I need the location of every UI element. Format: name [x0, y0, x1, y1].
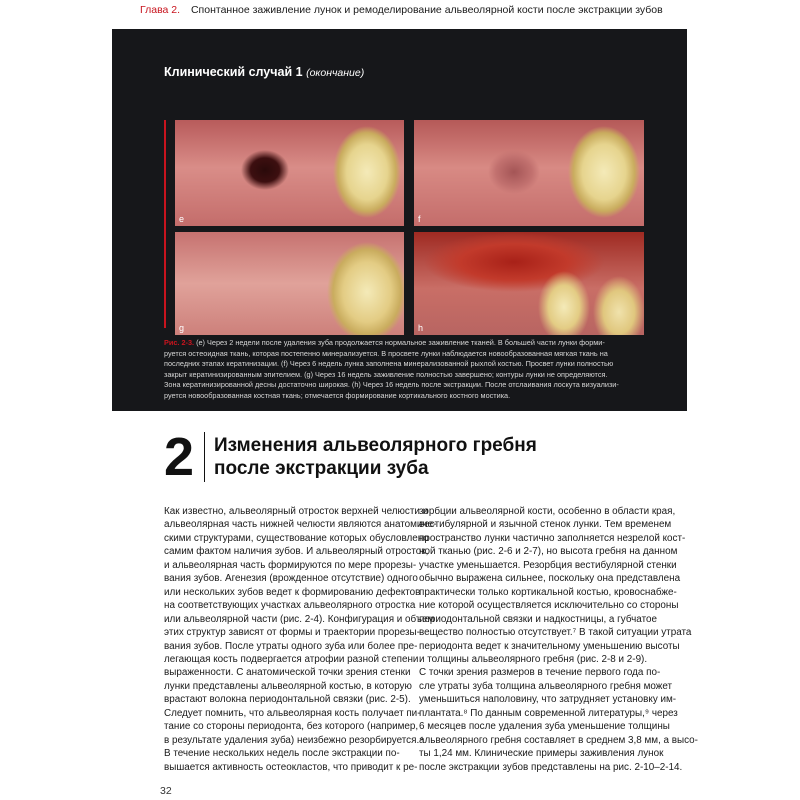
section-title	[214, 434, 537, 480]
clinical-photo-g	[175, 232, 404, 335]
text-line: вестибулярной и язычной стенок лунки. Тем временем	[419, 519, 672, 531]
text-line: или альвеолярной части (рис. 2-4). Конфигурация и объем	[164, 613, 435, 625]
text-line: скими структурами, существование которых обусловлено	[164, 532, 429, 544]
photo-label: g	[179, 323, 185, 333]
text-line: после экстракции зубов представлены на рис. 2-10–2-14.	[419, 761, 683, 773]
clinical-photo-h	[414, 232, 644, 335]
text-line: ты 1,24 мм. Клинические примеры заживления лунок	[419, 748, 664, 760]
text-line: обычно выражена сильнее, поскольку она представлена	[419, 573, 681, 585]
caption-line: закрыт кератинизированным эпителием. (g) Через 16 недель заживление полностью завершено; контуры лунки не определяются.	[164, 369, 608, 379]
text-line: практически только кортикальной костью, кровоснабже-	[419, 586, 677, 598]
text-line: С точки зрения размеров в течение первого года по-	[419, 667, 661, 679]
photo-label: f	[418, 214, 421, 224]
caption-text: (e) Через 2 недели после удаления зуба продолжается нормальное заживление тканей. В большей части лунки форми-	[194, 338, 605, 347]
text-line: периодонта ведет к значительному уменьшению высоты	[419, 640, 680, 652]
text-line: на соответствующих участках альвеолярного отростка	[164, 600, 416, 612]
text-line: вания зубов. После утраты одного зуба или более пре-	[164, 640, 418, 652]
text-line: выраженности. С анатомической точки зрения стенки	[164, 667, 411, 679]
text-line: альвеолярная часть нижней челюсти являются анатомиче-	[164, 519, 437, 531]
section-title-line: после экстракции зуба	[214, 458, 429, 479]
section-title-line: Изменения альвеолярного гребня	[214, 435, 537, 456]
text-line: участке уменьшается. Резорбция вестибулярной стенки	[419, 559, 677, 571]
text-line: периодонтальной связки и надкостницы, а губчатое	[419, 613, 657, 625]
text-line: этих структур зависят от формы и траектории прорезы-	[164, 627, 420, 639]
clinical-photo-e	[175, 120, 404, 226]
text-line: самим фактом наличия зубов. И альвеолярный отросток,	[164, 546, 429, 558]
section-number: 2	[164, 427, 195, 487]
text-line: и альвеолярная часть формируются по мере прорезы-	[164, 559, 417, 571]
caption-line: Зона кератинизированной десны достаточно широкая. (h) Через 16 недель после экстракции. После отслаивания лоскута визуализи-	[164, 380, 619, 390]
section-divider	[204, 432, 205, 482]
caption-line	[164, 338, 664, 349]
text-line: ной тканью (рис. 2-6 и 2-7), но высота гребня на данном	[419, 546, 678, 558]
text-line: ние которой осуществляется исключительно со стороны	[419, 600, 679, 612]
chapter-label: Глава 2.	[140, 4, 181, 16]
photo-label: h	[418, 323, 424, 333]
body-column-right	[419, 505, 698, 774]
text-line: плантата.⁸ По данным современной литературы,⁹ через	[419, 707, 678, 719]
photo-label: e	[179, 214, 185, 224]
text-line: 6 месяцев после удаления зуба уменьшение толщины	[419, 721, 670, 733]
figure-caption	[164, 338, 664, 402]
clinical-photo-f	[414, 120, 644, 226]
accent-rule	[164, 120, 166, 328]
caption-line: последних этапах кератинизации. (f) Через 6 недель лунка заполнена минерализованной рыхлой костью. Просвет лунки полностью	[164, 359, 614, 369]
text-line: Следует помнить, что альвеолярная кость получает пи-	[164, 707, 421, 719]
text-line: вышается активность остеокластов, что приводит к ре-	[164, 761, 418, 773]
text-line: Как известно, альвеолярный отросток верхней челюсти и	[164, 506, 429, 517]
text-line: тание со стороны периодонта, без которого (например,	[164, 721, 419, 733]
text-line: сле утраты зуба толщина альвеолярного гребня может	[419, 680, 673, 692]
text-line: в результате удаления зуба) неизбежно резорбируется.⁴	[164, 734, 424, 746]
text-line: и толщины альвеолярного гребня (рис. 2-8 и 2-9).	[419, 653, 648, 665]
page-number: 32	[160, 785, 172, 797]
text-line: врастают волокна периодонтальной связки (рис. 2-5).	[164, 694, 411, 706]
text-line: легающая кость подвергается атрофии разной степени	[164, 653, 419, 665]
text-line: лунки представлены альвеолярной костью, в которую	[164, 680, 412, 692]
case-subtitle: (окончание)	[306, 67, 365, 79]
text-line: В течение нескольких недель после экстракции по-	[164, 748, 400, 760]
clinical-case-panel	[112, 29, 687, 411]
figure-number: Рис. 2-3.	[164, 338, 195, 347]
case-title	[164, 65, 364, 79]
text-line: уменьшиться наполовину, что затрудняет установку им-	[419, 694, 677, 706]
text-line: или нескольких зубов ведет к формированию дефектов	[164, 586, 421, 598]
text-line: вещество полностью отсутствует.⁷ В такой ситуации утрата	[419, 627, 692, 639]
body-column-left	[164, 505, 437, 774]
text-line: вания зубов. Агенезия (врожденное отсутствие) одного	[164, 573, 418, 585]
text-line: пространство лунки частично заполняется незрелой кост-	[419, 532, 686, 544]
case-title-text: Клинический случай 1	[164, 65, 303, 79]
text-line: зорбции альвеолярной кости, особенно в области края,	[419, 506, 676, 517]
caption-line: руется остеоидная ткань, которая постепенно минерализуется. В просвете лунки наблюдается новообразованная мягкая ткань на	[164, 348, 608, 358]
chapter-title: Спонтанное заживление лунок и ремоделирование альвеолярной кости после экстракции зубов	[190, 4, 663, 16]
caption-line: руется новообразованная костная ткань; отмечается формирование кортикального костного мостика.	[164, 390, 511, 400]
text-line: альвеолярного гребня составляет в среднем 3,8 мм, а высо-	[419, 734, 698, 746]
running-head	[140, 4, 680, 16]
